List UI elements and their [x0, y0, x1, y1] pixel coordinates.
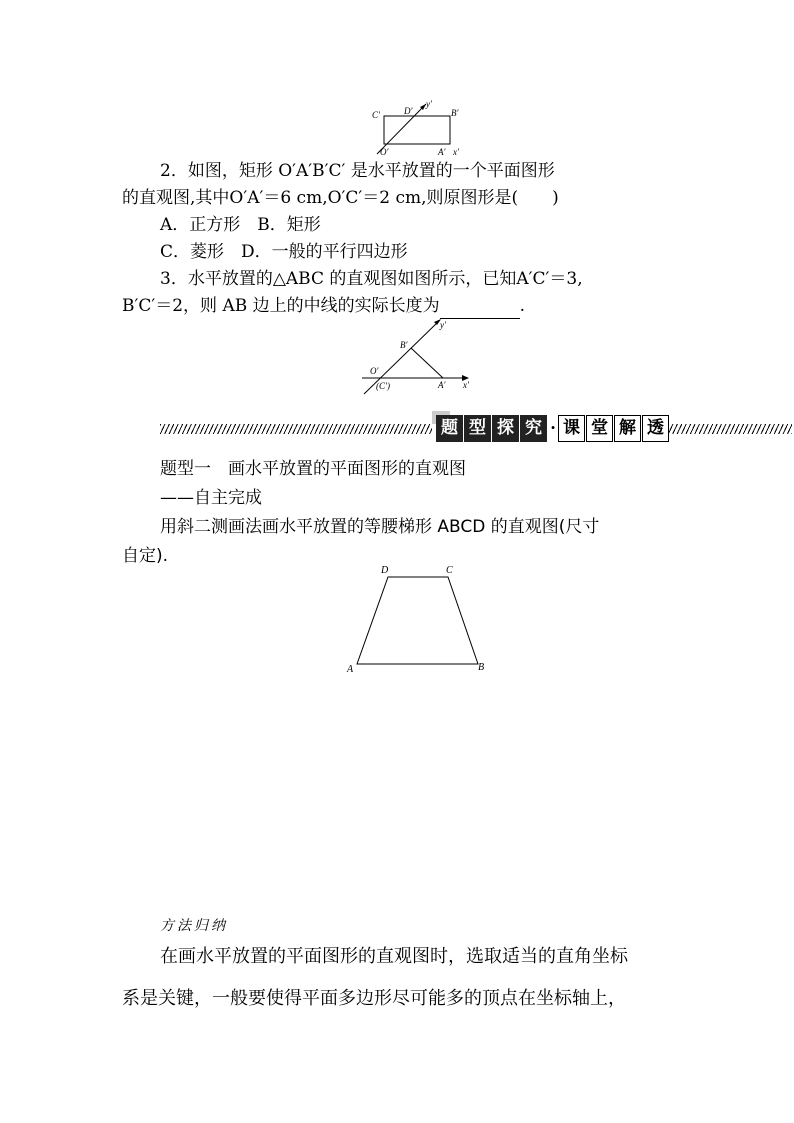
- q2-option-c: C．菱形: [160, 242, 225, 262]
- method-heading: 方法归纳: [160, 918, 228, 934]
- section-subtitle: ——自主完成: [160, 488, 262, 508]
- q3-line2-end: .: [519, 296, 526, 316]
- problem-line1: 用斜二测画法画水平放置的等腰梯形 ABCD 的直观图(尺寸: [160, 517, 600, 537]
- q2-options-ab: [160, 212, 321, 238]
- label-d: D′: [404, 106, 413, 116]
- label-a: A′: [438, 380, 446, 390]
- banner-tile-8: 透: [642, 415, 669, 442]
- label-a: A: [347, 664, 354, 675]
- problem-line2: 自定).: [122, 546, 169, 566]
- label-b: B: [478, 662, 485, 673]
- method-line1: 在画水平放置的平面图形的直观图时，选取适当的直角坐标: [160, 946, 628, 967]
- figure-rectangle: [368, 98, 478, 160]
- q2-option-d: D．一般的平行四边形: [241, 242, 408, 262]
- banner-tile-2: 型: [464, 415, 491, 442]
- label-b: B′: [400, 340, 408, 350]
- method-line2: 系是关键，一般要使得平面多边形尽可能多的顶点在坐标轴上，: [122, 988, 626, 1009]
- q2-option-b: B．矩形: [257, 215, 321, 235]
- q3-line2-text: B′C′＝2，则 AB 边上的中线的实际长度为: [122, 296, 440, 316]
- banner-hatch-right: [668, 424, 792, 434]
- section-banner: [436, 415, 670, 442]
- banner-tile-6: 堂: [586, 415, 613, 442]
- triangle-side-ba: [411, 348, 443, 378]
- banner-tile-3: 探: [492, 415, 519, 442]
- trapezoid-shape: [357, 577, 478, 664]
- label-c: C′: [372, 110, 380, 120]
- section-title: 题型一 画水平放置的平面图形的直观图: [160, 459, 466, 479]
- q2-line1: 2．如图，矩形 O′A′B′C′ 是水平放置的一个平面图形: [160, 161, 555, 181]
- label-a: A′: [438, 147, 446, 157]
- label-b: B′: [451, 108, 459, 118]
- banner-tile-4: 究: [520, 415, 547, 442]
- banner-tile-5: 课: [558, 415, 585, 442]
- q2-line2: 的直观图,其中O′A′＝6 cm,O′C′＝2 cm,则原图形是( ): [122, 188, 559, 208]
- q2-option-a: A．正方形: [160, 215, 241, 235]
- label-o: O′: [370, 366, 379, 376]
- label-x: x′: [453, 147, 459, 157]
- banner-tile-7: 解: [614, 415, 641, 442]
- label-c: (C′): [376, 381, 390, 391]
- label-y: y′: [426, 99, 432, 109]
- q3-line1: 3．水平放置的△ABC 的直观图如图所示，已知A′C′＝3,: [160, 269, 583, 289]
- label-d: D: [381, 565, 389, 576]
- q2-options-cd: [160, 239, 408, 265]
- banner-hatch-left: [160, 424, 432, 434]
- figure-trapezoid: [344, 562, 494, 678]
- label-y: y′: [440, 320, 446, 330]
- banner-tile-1: 题: [436, 415, 463, 442]
- rectangle-shape: [384, 116, 450, 144]
- figure-triangle: [356, 316, 480, 398]
- label-o: O′: [380, 147, 389, 157]
- label-x: x′: [463, 380, 469, 390]
- label-c: C: [446, 565, 453, 576]
- banner-dot: ·: [550, 418, 556, 437]
